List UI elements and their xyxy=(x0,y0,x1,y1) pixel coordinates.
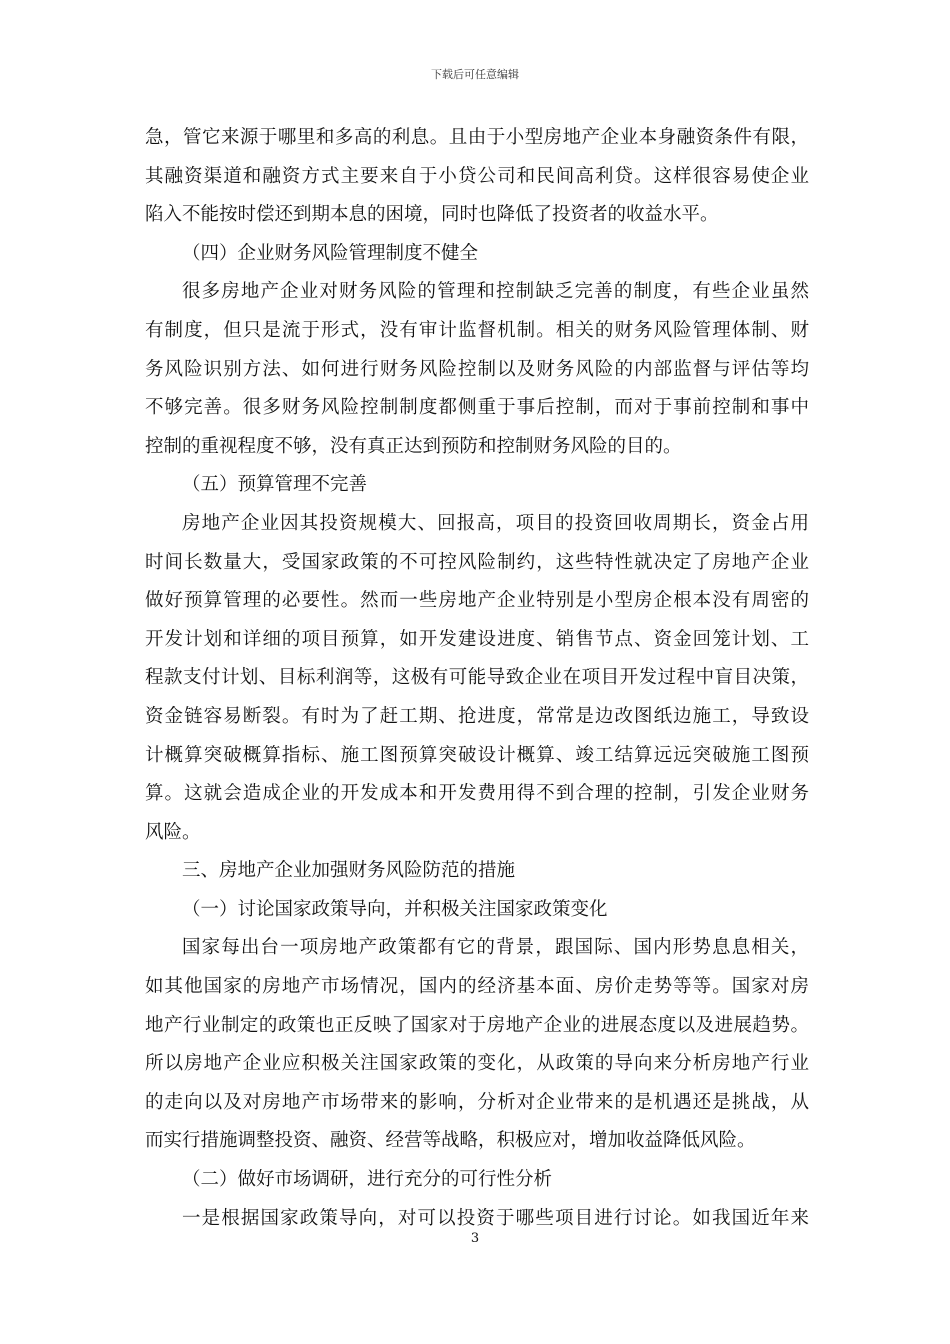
body-line: 做好预算管理的必要性。然而一些房地产企业特别是小型房企根本没有周密的 xyxy=(145,590,809,612)
subsection-heading: （二）做好市场调研，进行充分的可行性分析 xyxy=(182,1169,553,1191)
body-line: 有制度，但只是流于形式，没有审计监督机制。相关的财务风险管理体制、财 xyxy=(145,319,809,341)
section-heading: （五）预算管理不完善 xyxy=(182,474,368,496)
subsection-heading: （一）讨论国家政策导向，并积极关注国家政策变化 xyxy=(182,898,608,920)
document-body xyxy=(145,119,809,1238)
body-line: 时间长数量大，受国家政策的不可控风险制约，这些特性就决定了房地产企业 xyxy=(145,551,809,573)
body-line: 资金链容易断裂。有时为了赶工期、抢进度，常常是边改图纸边施工，导致设 xyxy=(145,705,809,727)
body-line: 如其他国家的房地产市场情况，国内的经济基本面、房价走势等等。国家对房 xyxy=(145,976,809,998)
body-line: 的走向以及对房地产市场带来的影响，分析对企业带来的是机遇还是挑战，从 xyxy=(145,1091,809,1113)
body-line: 开发计划和详细的项目预算，如开发建设进度、销售节点、资金回笼计划、工 xyxy=(145,628,809,650)
page-number: 3 xyxy=(470,1231,480,1246)
body-line: 风险。 xyxy=(145,821,201,843)
body-line: 所以房地产企业应积极关注国家政策的变化，从政策的导向来分析房地产行业 xyxy=(145,1053,809,1075)
body-line: 算。这就会造成企业的开发成本和开发费用得不到合理的控制，引发企业财务 xyxy=(145,783,809,805)
body-line: 控制的重视程度不够，没有真正达到预防和控制财务风险的目的。 xyxy=(145,435,682,457)
body-line: 一是根据国家政策导向，对可以投资于哪些项目进行讨论。如我国近年来 xyxy=(182,1207,809,1229)
body-line: 程款支付计划、目标利润等，这极有可能导致企业在项目开发过程中盲目决策， xyxy=(145,667,809,689)
body-line: 其融资渠道和融资方式主要来自于小贷公司和民间高利贷。这样很容易使企业 xyxy=(145,165,809,187)
section-heading: （四）企业财务风险管理制度不健全 xyxy=(182,242,479,264)
body-line: 而实行措施调整投资、融资、经营等战略，积极应对，增加收益降低风险。 xyxy=(145,1130,756,1152)
body-line: 陷入不能按时偿还到期本息的困境，同时也降低了投资者的收益水平。 xyxy=(145,204,719,226)
body-line: 计概算突破概算指标、施工图预算突破设计概算、竣工结算远远突破施工图预 xyxy=(145,744,809,766)
body-line: 务风险识别方法、如何进行财务风险控制以及财务风险的内部监督与评估等均 xyxy=(145,358,809,380)
header-note: 下载后可任意编辑 xyxy=(431,68,519,81)
section-heading: 三、房地产企业加强财务风险防范的措施 xyxy=(182,860,516,882)
body-line: 地产行业制定的政策也正反映了国家对于房地产企业的进展态度以及进展趋势。 xyxy=(145,1014,809,1036)
body-line: 很多房地产企业对财务风险的管理和控制缺乏完善的制度，有些企业虽然 xyxy=(182,281,809,303)
body-line: 急，管它来源于哪里和多高的利息。且由于小型房地产企业本身融资条件有限， xyxy=(145,127,809,148)
body-line: 房地产企业因其投资规模大、回报高，项目的投资回收周期长，资金占用 xyxy=(182,512,809,534)
body-line: 国家每出台一项房地产政策都有它的背景，跟国际、国内形势息息相关， xyxy=(182,937,809,959)
body-line: 不够完善。很多财务风险控制制度都侧重于事后控制，而对于事前控制和事中 xyxy=(145,397,809,419)
